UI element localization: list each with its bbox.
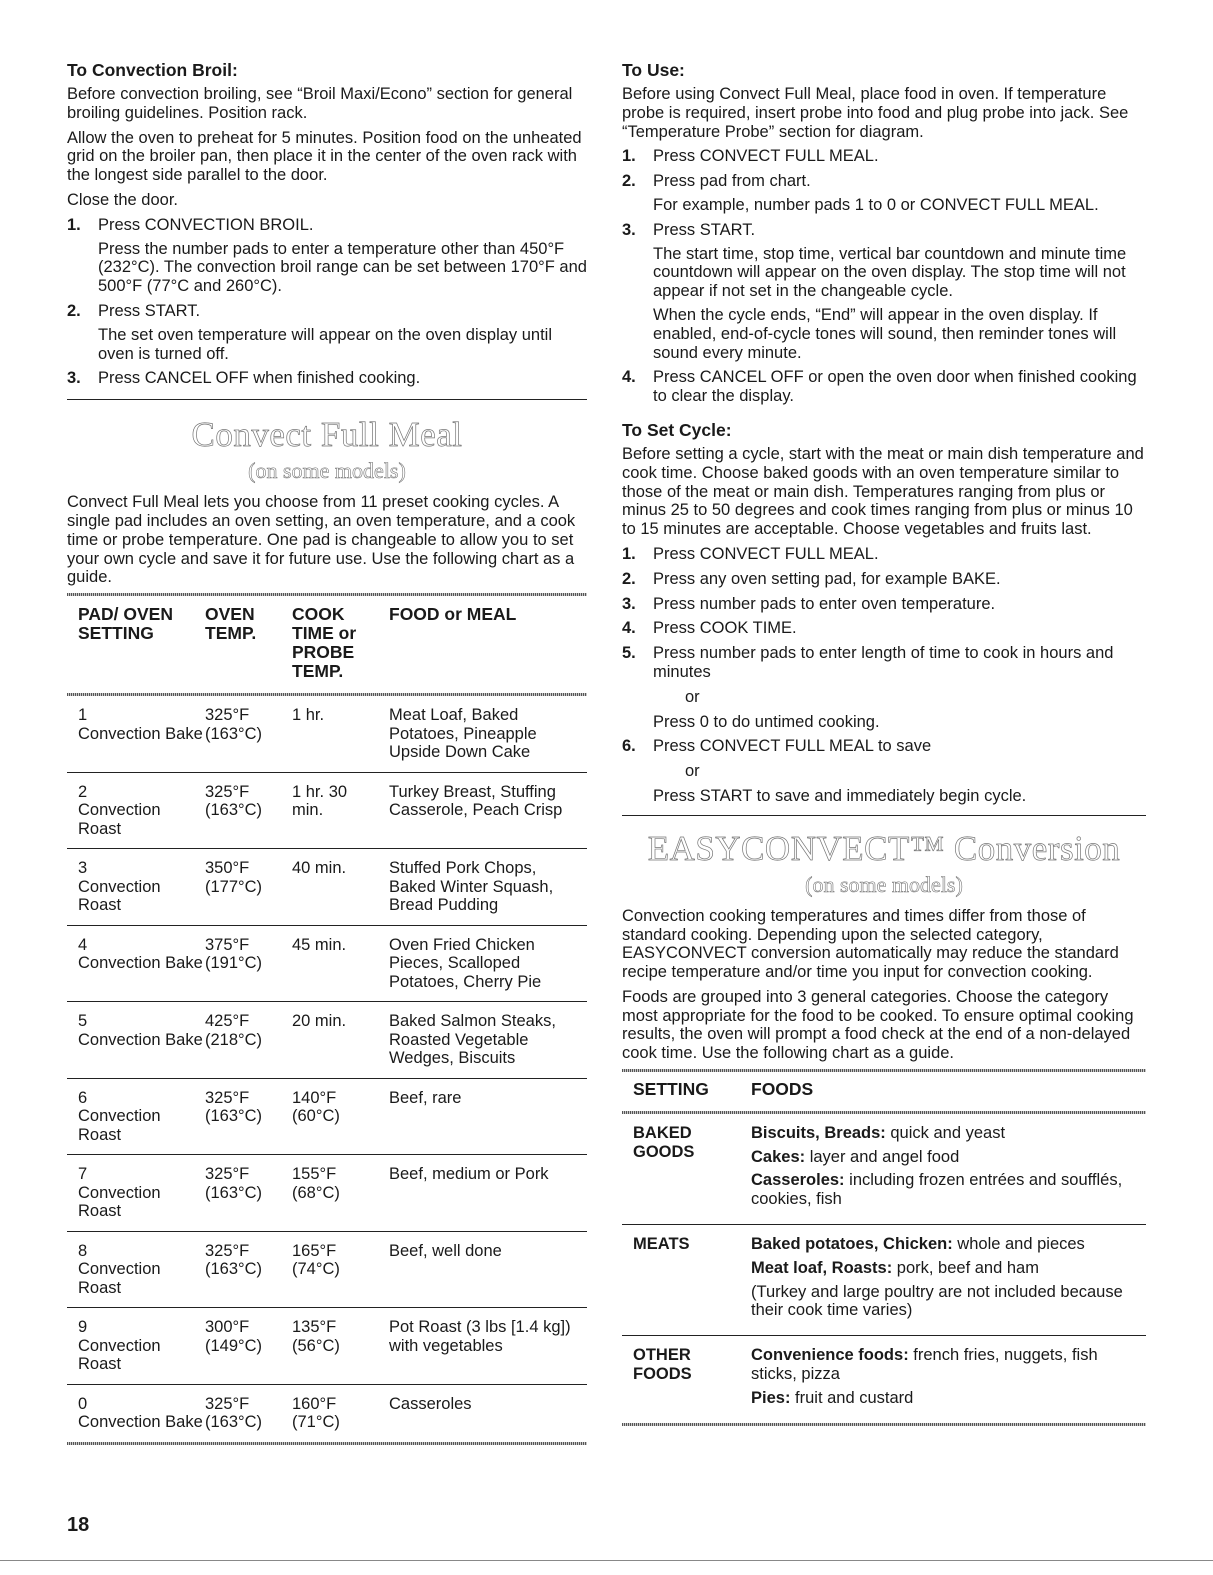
pad-cell: [67, 1078, 205, 1155]
pad-number: 0: [78, 1394, 88, 1413]
temp-celsius: (177°C): [205, 877, 263, 896]
temp-fahrenheit: 425°F: [205, 1012, 250, 1031]
setting-cell: MEATS: [622, 1225, 751, 1336]
broil-intro-2: Allow the oven to preheat for 5 minutes. Position food on the unheated grid on the broiler pan, then place it in the center of the oven rack with the longest side parallel to the door.: [67, 128, 582, 185]
food-category: Meat loaf, Roasts:: [751, 1258, 893, 1277]
pad-number: 6: [78, 1088, 88, 1107]
time-line-2: (60°C): [292, 1107, 340, 1126]
time-line-1: 45 min.: [292, 935, 347, 954]
food-cell: Pot Roast (3 lbs [1.4 kg]) with vegetables: [389, 1308, 587, 1385]
step-text: Press number pads to enter oven temperature.: [653, 594, 996, 613]
pad-cell: [67, 1155, 205, 1232]
header-food: FOOD or MEAL: [389, 604, 517, 625]
temp-cell: [205, 1078, 292, 1155]
broil-step: [67, 302, 587, 363]
setting-cell: BAKED GOODS: [622, 1114, 751, 1225]
time-line-1: 1 hr. 30: [292, 782, 348, 801]
pad-number: 4: [78, 935, 88, 954]
easyconvect-chart: [622, 1072, 1146, 1423]
table-row: [622, 1336, 1146, 1423]
food-entry: [751, 1283, 1146, 1321]
step-text: Press CONVECT FULL MEAL.: [653, 544, 879, 563]
food-category: Cakes:: [751, 1147, 806, 1166]
time-cell: [292, 696, 389, 772]
table-row: [67, 1308, 587, 1385]
table-row: [67, 849, 587, 926]
pad-number: 2: [78, 782, 88, 801]
temp-cell: [205, 849, 292, 926]
food-items: french fries, nuggets, fish sticks, pizza: [751, 1346, 1098, 1384]
step-number: 3.: [67, 369, 81, 388]
temp-celsius: (218°C): [205, 1030, 263, 1049]
step-number: 2.: [622, 172, 636, 191]
time-line-2: (56°C): [292, 1336, 340, 1355]
step-detail: The set oven temperature will appear on the oven display until oven is turned off.: [98, 325, 553, 363]
full-meal-intro: Convect Full Meal lets you choose from 11 preset cooking cycles. A single pad includes an oven setting, an oven temperature, and a cook time or probe temperature. One pad is changeable to allow you to set your own cycle and save it for future use. Use the following chart as a guide.: [67, 493, 576, 587]
step-text: Press CANCEL OFF when finished cooking.: [98, 369, 421, 388]
pad-number: 1: [78, 706, 88, 725]
table-row: [67, 1155, 587, 1232]
food-entry: [751, 1235, 1146, 1254]
time-cell: [292, 1384, 389, 1442]
step-detail: For example, number pads 1 to 0 or CONVECT FULL MEAL.: [653, 195, 1099, 214]
table-row: [67, 1078, 587, 1155]
table-row: [67, 925, 587, 1002]
foods-cell: [751, 1225, 1146, 1336]
header-cook-time: COOK TIME or PROBE TEMP.: [292, 604, 357, 682]
section-divider: [67, 399, 587, 400]
chart-header-row: [622, 1072, 1146, 1111]
cycle-step: [622, 619, 1146, 638]
food-cell: Beef, well done: [389, 1231, 587, 1308]
pad-cell: [67, 849, 205, 926]
pad-number: 5: [78, 1012, 88, 1031]
header-pad-setting: PAD/ OVEN SETTING: [78, 604, 173, 644]
food-items: including frozen entrées and soufflés, cookies, fish: [751, 1171, 1123, 1209]
temp-fahrenheit: 375°F: [205, 935, 250, 954]
temp-cell: [205, 1231, 292, 1308]
temp-cell: [205, 925, 292, 1002]
cycle-step: [622, 570, 1146, 589]
food-items: pork, beef and ham: [892, 1258, 1039, 1277]
temp-cell: [205, 696, 292, 772]
pad-cell: [67, 1002, 205, 1079]
food-category: Baked potatoes, Chicken:: [751, 1235, 953, 1254]
temp-fahrenheit: 300°F: [205, 1318, 250, 1337]
use-step: [622, 147, 1146, 166]
cycle-step: [622, 595, 1146, 614]
step-number: 4.: [622, 619, 636, 638]
step-text: Press number pads to enter length of time to cook in hours and minutes: [653, 644, 1114, 681]
time-cell: [292, 1078, 389, 1155]
setting-cell: OTHER FOODS: [633, 1346, 692, 1384]
table-row: [622, 1225, 1146, 1336]
bottom-edge-rule: [0, 1560, 1213, 1561]
pad-setting: Convection Roast: [78, 1260, 161, 1297]
food-entry: [751, 1346, 1146, 1384]
time-cell: [292, 1155, 389, 1232]
header-foods: FOODS: [751, 1079, 814, 1100]
step-text: Press COOK TIME.: [653, 619, 797, 638]
step-alt: Press 0 to do untimed cooking.: [653, 712, 880, 731]
step-text: Press START.: [98, 301, 201, 320]
food-entry: [751, 1124, 1146, 1143]
time-line-1: 40 min.: [292, 859, 347, 878]
table-row: [67, 1384, 587, 1442]
chart-header-row: [67, 596, 587, 693]
time-line-2: min.: [292, 801, 324, 820]
time-cell: [292, 772, 389, 849]
temp-cell: [205, 1155, 292, 1232]
temp-cell: [205, 1308, 292, 1385]
food-category: Casseroles:: [751, 1171, 845, 1190]
easyconvect-subtitle: (on some models): [805, 871, 963, 897]
pad-setting: Convection Bake: [78, 1030, 203, 1049]
pad-number: 8: [78, 1241, 88, 1260]
food-category: Convenience foods:: [751, 1346, 909, 1365]
food-cell: Baked Salmon Steaks, Roasted Vegetable Wedges, Biscuits: [389, 1002, 587, 1079]
food-items: quick and yeast: [885, 1123, 1006, 1142]
time-line-2: (68°C): [292, 1183, 340, 1202]
full-meal-title: Convect Full Meal: [191, 415, 463, 455]
broil-step: [67, 216, 587, 296]
set-cycle-steps: [622, 545, 1146, 806]
temp-fahrenheit: 325°F: [205, 1394, 250, 1413]
temp-celsius: (163°C): [205, 724, 263, 743]
pad-setting: Convection Bake: [78, 954, 203, 973]
food-entry: [751, 1259, 1146, 1278]
step-text: Press CONVECT FULL MEAL.: [653, 147, 879, 166]
pad-cell: [67, 1231, 205, 1308]
time-line-2: (71°C): [292, 1413, 340, 1432]
step-text: Press CANCEL OFF or open the oven door when finished cooking to clear the display.: [653, 368, 1137, 406]
time-line-1: 165°F: [292, 1241, 337, 1260]
pad-setting: Convection Bake: [78, 724, 203, 743]
temp-celsius: (163°C): [205, 1413, 263, 1432]
food-cell: Turkey Breast, Stuffing Casserole, Peach Crisp: [389, 772, 587, 849]
pad-number: 3: [78, 859, 88, 878]
pad-setting: Convection Roast: [78, 1183, 161, 1221]
temp-celsius: (191°C): [205, 954, 263, 973]
full-meal-subtitle: (on some models): [248, 458, 406, 484]
full-meal-chart: [67, 596, 587, 1442]
food-items: whole and pieces: [952, 1235, 1085, 1254]
step-number: 2.: [622, 569, 636, 588]
step-text: Press any oven setting pad, for example BAKE.: [653, 569, 1001, 588]
left-column: [67, 60, 587, 1445]
time-cell: [292, 925, 389, 1002]
step-number: 1.: [622, 147, 636, 166]
section-divider: [622, 815, 1146, 816]
table-row: [67, 1231, 587, 1308]
page-number: 18: [67, 1514, 90, 1536]
temp-fahrenheit: 325°F: [205, 782, 250, 801]
time-cell: [292, 1002, 389, 1079]
temp-fahrenheit: 325°F: [205, 706, 250, 725]
header-oven-temp: OVEN TEMP.: [205, 604, 257, 644]
temp-fahrenheit: 350°F: [205, 859, 250, 878]
step-detail: The start time, stop time, vertical bar countdown and minute time countdown will appear on the oven display. The stop time will not appear if not set in the changeable cycle.: [653, 244, 1127, 301]
food-entry: [751, 1148, 1146, 1167]
step-number: 6.: [622, 737, 636, 756]
set-cycle-intro: Before setting a cycle, start with the meat or main dish temperature and cook time. Choose baked goods with an oven temperature similar to those of the meat or main dish. Temperatures ranging from plus or minus 25 to 50 degrees and cook times ranging from plus or minus 10 to 15 minutes are acceptable. Choose vegetables and fruits last.: [622, 444, 1144, 539]
easyconvect-p1: Convection cooking temperatures and times differ from those of standard cooking. Depending upon the selected category, EASYCONVECT conversion automatically may reduce the standard recipe temperature and/or time you input for convection cooking.: [622, 906, 1119, 982]
step-number: 3.: [622, 594, 636, 613]
time-cell: [292, 1308, 389, 1385]
temp-fahrenheit: 325°F: [205, 1241, 250, 1260]
pad-cell: [67, 696, 205, 772]
use-step: [622, 172, 1146, 215]
step-text: Press CONVECT FULL MEAL to save: [653, 737, 932, 756]
step-number: 3.: [622, 220, 636, 239]
easyconvect-title: EASYCONVECT™ Conversion: [647, 828, 1121, 868]
food-category: Pies:: [751, 1388, 791, 1407]
food-cell: Meat Loaf, Baked Potatoes, Pineapple Upside Down Cake: [389, 696, 587, 772]
broil-step: [67, 369, 587, 388]
right-column: [622, 60, 1146, 1426]
pad-setting: Convection Roast: [78, 1336, 161, 1374]
header-setting: SETTING: [633, 1079, 709, 1100]
pad-number: 9: [78, 1318, 88, 1337]
food-category: Biscuits, Breads:: [751, 1123, 886, 1142]
convection-broil-heading: To Convection Broil:: [67, 60, 238, 80]
step-text: Press START.: [653, 220, 756, 239]
to-use-steps: [622, 147, 1146, 406]
step-text: Press pad from chart.: [653, 172, 811, 191]
food-cell: Stuffed Pork Chops, Baked Winter Squash, Bread Pudding: [389, 849, 587, 926]
time-line-1: 135°F: [292, 1318, 337, 1337]
time-line-2: (74°C): [292, 1260, 340, 1279]
temp-fahrenheit: 325°F: [205, 1088, 250, 1107]
broil-steps: [67, 216, 587, 388]
time-line-1: 1 hr.: [292, 706, 325, 725]
food-cell: Casseroles: [389, 1394, 472, 1413]
cycle-step: [622, 644, 1146, 731]
time-line-1: 140°F: [292, 1088, 337, 1107]
to-use-intro: Before using Convect Full Meal, place food in oven. If temperature probe is required, insert probe into food and plug probe into jack. See “Temperature Probe” section for diagram.: [622, 85, 1129, 141]
time-cell: [292, 1231, 389, 1308]
broil-intro-1: Before convection broiling, see “Broil Maxi/Econo” section for general broiling guidelines. Position rack.: [67, 85, 573, 122]
step-detail: When the cycle ends, “End” will appear in the oven display. If enabled, end-of-cycle tones will sound, then reminder tones will sound every minute.: [653, 305, 1117, 362]
food-items: layer and angel food: [805, 1147, 960, 1166]
pad-setting: Convection Roast: [78, 1107, 161, 1144]
easyconvect-p2: Foods are grouped into 3 general categories. Choose the category most appropriate for the food to be cooked. To ensure optimal cooking results, the oven will prompt a food check at the end of a non-delayed cook time. Use the following chart as a guide.: [622, 987, 1134, 1063]
step-text: Press CONVECTION BROIL.: [98, 215, 314, 234]
foods-cell: [751, 1336, 1146, 1423]
time-line-1: 20 min.: [292, 1012, 347, 1031]
or-text: or: [685, 762, 700, 781]
table-bottom-rule: [67, 1442, 587, 1445]
use-step: [622, 368, 1146, 406]
time-line-1: 160°F: [292, 1394, 337, 1413]
broil-intro-3: Close the door.: [67, 190, 178, 209]
pad-setting: Convection Bake: [78, 1413, 203, 1432]
temp-cell: [205, 1384, 292, 1442]
food-entry: [751, 1171, 1146, 1209]
table-row: [67, 1002, 587, 1079]
cycle-step: [622, 737, 1146, 805]
table-row: [67, 772, 587, 849]
pad-setting: Convection Roast: [78, 877, 161, 915]
use-step: [622, 221, 1146, 363]
step-number: 1.: [622, 544, 636, 563]
step-detail: Press the number pads to enter a temperature other than 450°F (232°C). The convection broil range can be set between 170°F and 500°F (77°C and 260°C).: [98, 239, 587, 296]
temp-cell: [205, 1002, 292, 1079]
foods-cell: [751, 1114, 1146, 1225]
temp-cell: [205, 772, 292, 849]
temp-celsius: (163°C): [205, 1107, 263, 1126]
or-text: or: [685, 687, 700, 706]
step-number: 5.: [622, 644, 636, 663]
cycle-step: [622, 545, 1146, 564]
pad-cell: [67, 925, 205, 1002]
step-number: 1.: [67, 215, 81, 234]
pad-cell: [67, 1308, 205, 1385]
to-use-heading: To Use:: [622, 60, 685, 80]
food-cell: Beef, medium or Pork: [389, 1155, 587, 1232]
time-cell: [292, 849, 389, 926]
food-cell: Beef, rare: [389, 1078, 587, 1155]
food-entry: [751, 1389, 1146, 1408]
food-cell: Oven Fried Chicken Pieces, Scalloped Potatoes, Cherry Pie: [389, 925, 587, 1002]
table-row: [622, 1114, 1146, 1225]
temp-fahrenheit: 325°F: [205, 1165, 250, 1184]
step-alt: Press START to save and immediately begin cycle.: [653, 786, 1027, 805]
pad-setting: Convection Roast: [78, 801, 161, 838]
table-row: [67, 696, 587, 772]
temp-celsius: (163°C): [205, 801, 263, 820]
time-line-1: 155°F: [292, 1165, 337, 1184]
pad-number: 7: [78, 1165, 88, 1184]
food-items: fruit and custard: [790, 1388, 914, 1407]
step-number: 4.: [622, 368, 636, 387]
temp-celsius: (149°C): [205, 1336, 263, 1355]
pad-cell: [67, 1384, 205, 1442]
food-items: (Turkey and large poultry are not included because their cook time varies): [751, 1282, 1123, 1320]
temp-celsius: (163°C): [205, 1260, 263, 1279]
temp-celsius: (163°C): [205, 1183, 263, 1202]
pad-cell: [67, 772, 205, 849]
table-bottom-rule: [622, 1423, 1146, 1426]
set-cycle-heading: To Set Cycle:: [622, 419, 732, 440]
step-number: 2.: [67, 301, 81, 320]
